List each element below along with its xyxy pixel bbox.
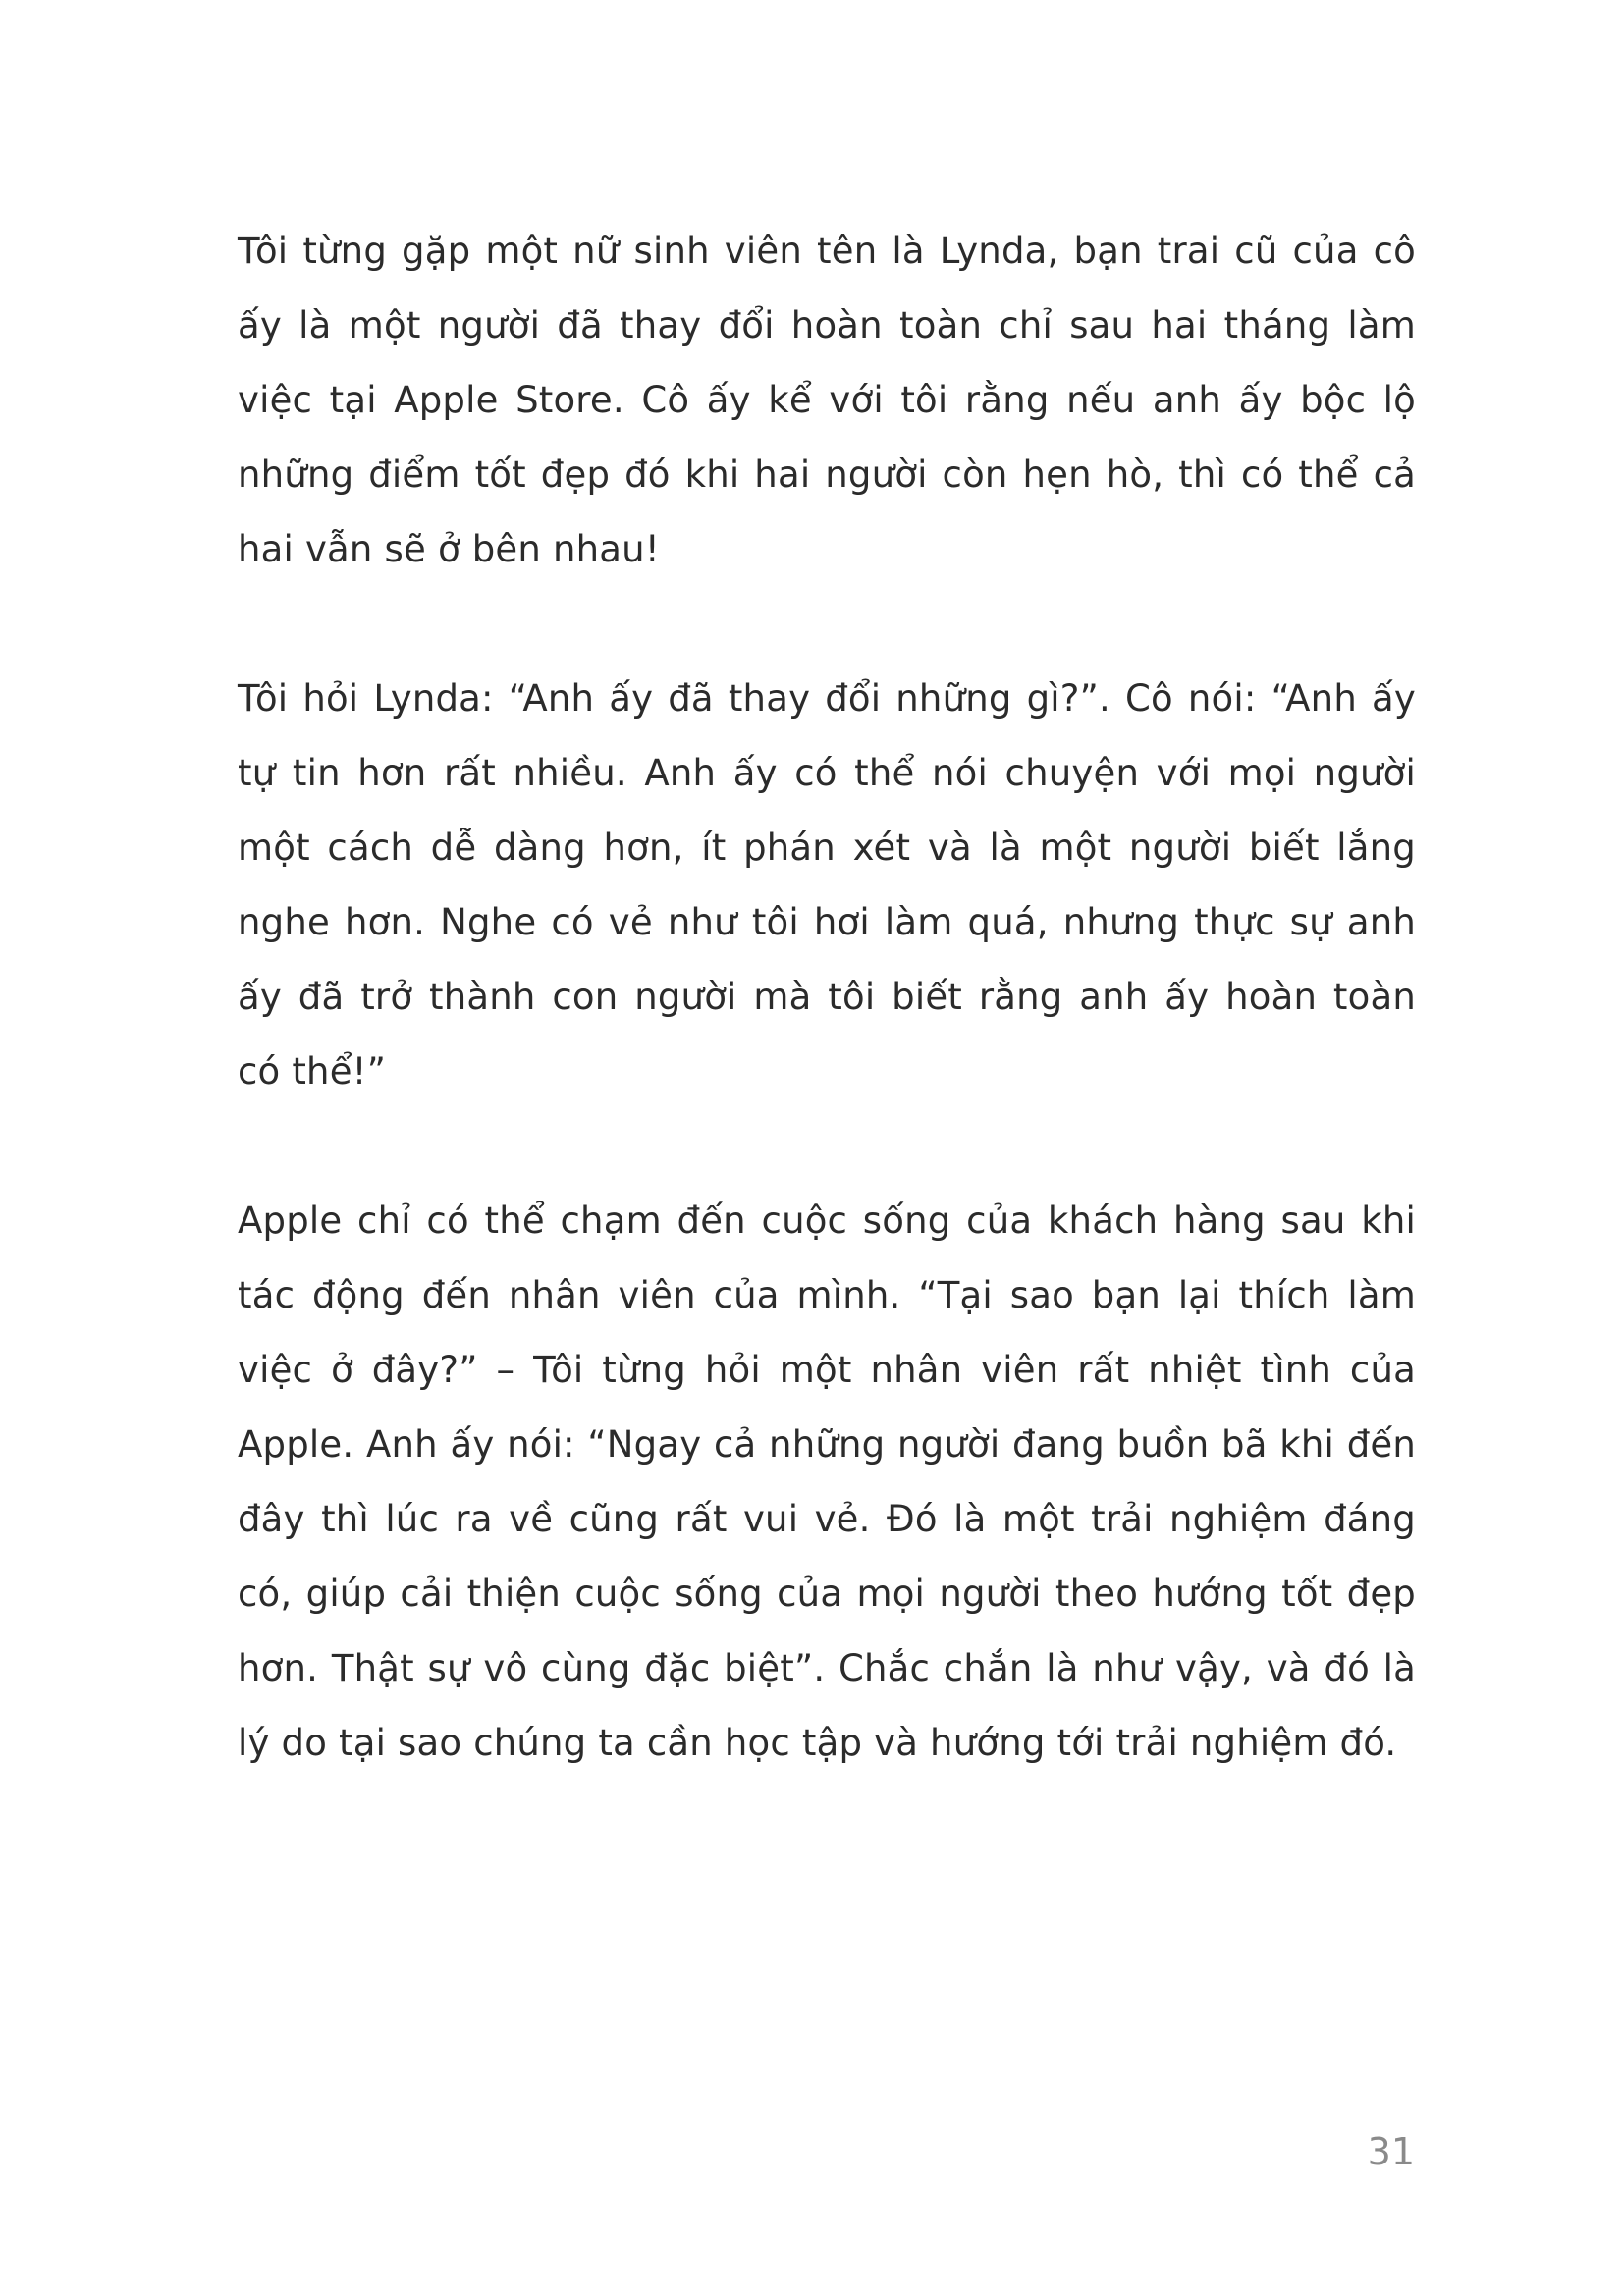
paragraph-line: lý do tại sao chúng ta cần học tập và hướng tới trải nghiệm đó.	[238, 1722, 1397, 1764]
paragraph-line: hơn. Thật sự vô cùng đặc biệt”. Chắc chắn là như vậy, và đó là	[238, 1647, 1416, 1689]
paragraph-line: ấy đã trở thành con người mà tôi biết rằng anh ấy hoàn toàn	[238, 976, 1416, 1018]
paragraph-2	[238, 662, 1416, 1109]
paragraph-line: việc tại Apple Store. Cô ấy kể với tôi rằng nếu anh ấy bộc lộ	[238, 379, 1416, 421]
paragraph-line: một cách dễ dàng hơn, ít phán xét và là một người biết lắng	[238, 827, 1416, 869]
paragraph-line: có, giúp cải thiện cuộc sống của mọi người theo hướng tốt đẹp	[238, 1573, 1416, 1615]
paragraph-line: Apple chỉ có thể chạm đến cuộc sống của khách hàng sau khi	[238, 1200, 1416, 1242]
paragraph-line: những điểm tốt đẹp đó khi hai người còn hẹn hò, thì có thể cả	[238, 454, 1416, 496]
paragraph-line: nghe hơn. Nghe có vẻ như tôi hơi làm quá, nhưng thực sự anh	[238, 901, 1416, 943]
paragraph-line: Apple. Anh ấy nói: “Ngay cả những người đang buồn bã khi đến	[238, 1423, 1416, 1466]
paragraph-3	[238, 1184, 1416, 1781]
paragraph-line: tác động đến nhân viên của mình. “Tại sao bạn lại thích làm	[238, 1274, 1416, 1316]
paragraph-1	[238, 214, 1416, 587]
paragraph-line: hai vẫn sẽ ở bên nhau!	[238, 528, 660, 570]
paragraph-line: tự tin hơn rất nhiều. Anh ấy có thể nói chuyện với mọi người	[238, 752, 1416, 794]
paragraph-line: ấy là một người đã thay đổi hoàn toàn chỉ sau hai tháng làm	[238, 304, 1416, 347]
paragraph-line: có thể!”	[238, 1050, 387, 1093]
paragraph-line: đây thì lúc ra về cũng rất vui vẻ. Đó là một trải nghiệm đáng	[238, 1498, 1416, 1540]
paragraph-line: việc ở đây?” – Tôi từng hỏi một nhân viên rất nhiệt tình của	[238, 1349, 1416, 1391]
page-number: 31	[1367, 2130, 1415, 2173]
paragraph-line: Tôi hỏi Lynda: “Anh ấy đã thay đổi những gì?”. Cô nói: “Anh ấy	[238, 677, 1416, 720]
paragraph-line: Tôi từng gặp một nữ sinh viên tên là Lynda, bạn trai cũ của cô	[238, 230, 1416, 272]
